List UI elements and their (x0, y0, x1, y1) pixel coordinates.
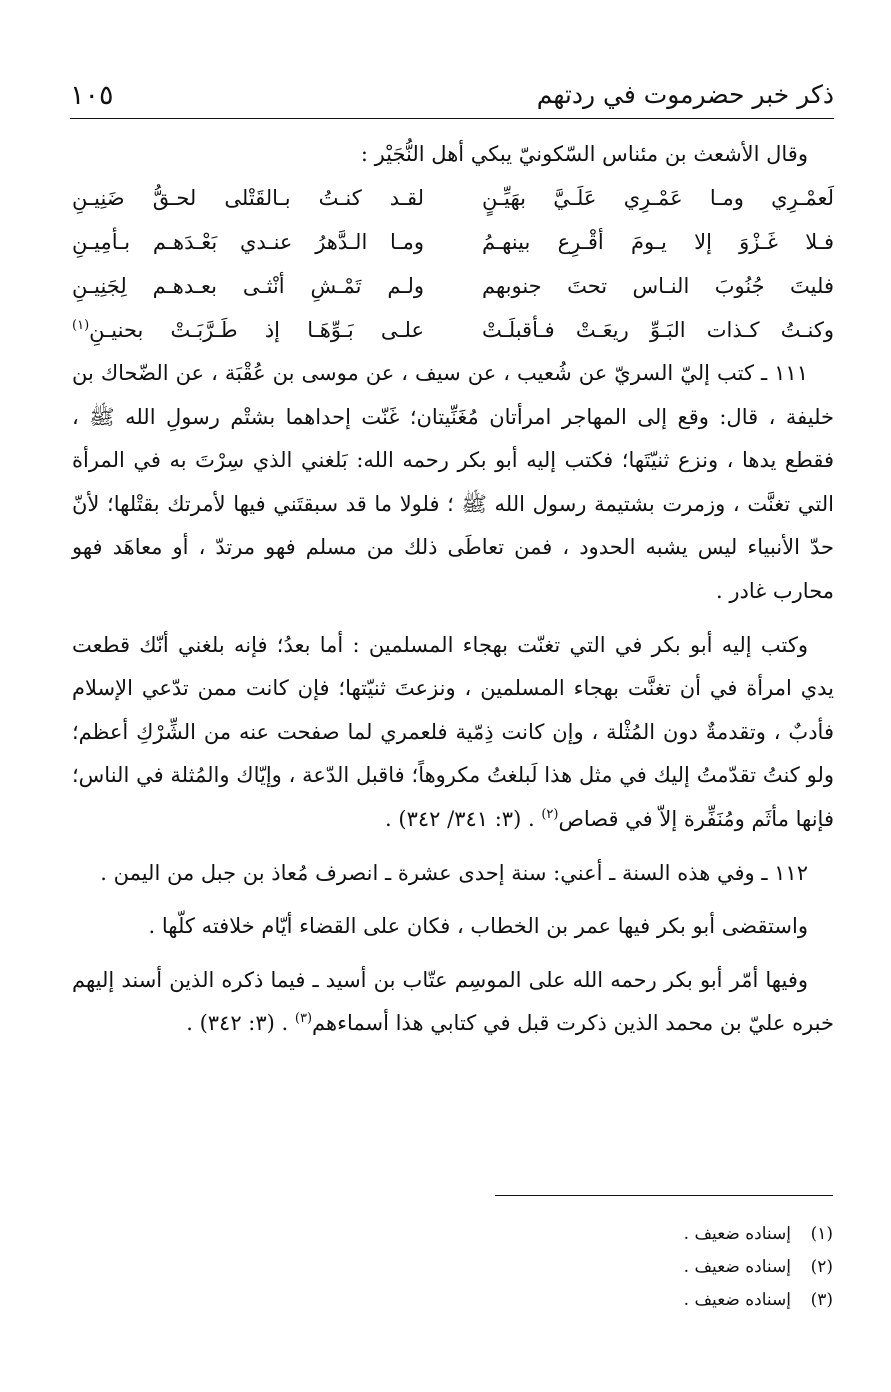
footnote-rule (495, 1195, 833, 1196)
hajj-text: وفيها أمّر أبو بكر رحمه الله على الموسِم عتّاب بن أسيد ـ فيما ذكره الذين أسند إليهم خبره عليّ بن محمد الذين ذكرت قبل في كتابي هذا أسماءهم (72, 967, 834, 1036)
letter-text: وكتب إليه أبو بكر في التي تغنّت بهجاء المسلمين : أما بعدُ؛ فإنه بلغني أنّك قطعت يدي امرأة في أن تغنَّت بهجاء المسلمين ، ونزعتَ ثنيّتها؛ فإن كانت ممن تدّعي الإسلام فأدبٌ ، وتقدمةٌ دون المُثْلة ، وإن كانت ذِمّية فلعمري لما صفحت عنه من الشِّرْكِ أعظم؛ ولو كنتُ تقدّمتُ إليك في مثل هذا لَبلغتُ مكروهاً؛ فاقبل الدّعة ، وإيّاك والمُثلة في الناس؛ فإنها مأثَم ومُنَفِّرة إلاّ في قصاص (72, 632, 834, 831)
footnote-text: إسناده ضعيف . (683, 1290, 791, 1310)
hemistich-first: فليتَ جُنُوبَ النـاس تحتَ جنوبهم (482, 274, 834, 298)
footnote-ref-2: (٢) (541, 806, 559, 822)
poem-verse (72, 264, 834, 308)
footnote-text: إسناده ضعيف . (683, 1257, 791, 1277)
poem-verse (72, 176, 834, 220)
paragraph-umar: واستقضى أبو بكر فيها عمر بن الخطاب ، فكان على القضاء أيّام خلافته كلّها . (148, 914, 808, 939)
paragraph-letter (72, 624, 834, 842)
hajj-citation: . (٣: ٣٤٢) . (186, 1011, 289, 1036)
page-header (70, 80, 834, 116)
running-title: ذكر خبر حضرموت في ردتهم (536, 80, 834, 109)
footnote-number: (١) (810, 1224, 833, 1244)
poem-intro: وقال الأشعث بن مئناس السّكونيّ يبكي أهل النُّجَيْر : (360, 142, 808, 166)
paragraph-hajj (72, 959, 834, 1046)
poem (72, 176, 834, 352)
hemistich-second: لقـد كنـتُ بـالقَتْلى لحـقُّ ضَنِيـنِ (72, 186, 424, 210)
footnotes (413, 1218, 833, 1317)
hemistich-text: علـى بَـوِّهَـا إذ طَـرَّبَـتْ بحنيـنِ (89, 318, 424, 342)
header-rule (70, 118, 834, 119)
poem-verse (72, 308, 834, 352)
footnote-number: (٢) (810, 1257, 833, 1277)
footnote (413, 1284, 833, 1317)
hemistich-first: فـلا غَـزْوَ إلا يـومَ أقْـرِع بينهـمُ (482, 230, 834, 254)
hemistich-second: ولـم تَمْـشِ أنْثـى بعـدهـم لِجَنِيـنِ (72, 274, 424, 298)
hemistich-second-with-ref (72, 308, 424, 352)
paragraph-112: ١١٢ ـ وفي هذه السنة ـ أعني: سنة إحدى عشرة ـ انصرف مُعاذ بن جبل من اليمن . (100, 860, 808, 885)
footnote-number: (٣) (810, 1290, 833, 1310)
footnote (413, 1251, 833, 1284)
footnote (413, 1218, 833, 1251)
footnote-ref-3: (٣) (294, 1011, 313, 1027)
page-body (72, 132, 834, 1046)
poem-verse (72, 220, 834, 264)
paragraph-111: ١١١ ـ كتب إليّ السريّ عن شُعيب ، عن سيف ، عن موسى بن عُقْبَة ، عن الضّحاك بن خليفة ، قال: وقع إلى المهاجر امرأتان مُغَنِّيتان؛ غَنّت إحداهما بشتْم رسولِ الله ﷺ ، فقطع يدها ، ونزع ثنيّتَها؛ فكتب إليه أبو بكر رحمه الله: بَلغني الذي سِرْتَ به في المرأة التي تغنَّت ، وزمرت بشتيمة رسول الله ﷺ ؛ فلولا ما قد سبقتَني فيها لأمرتك بقتْلها؛ لأنّ حدّ الأنبياء ليس يشبه الحدود ، فمن تعاطَى ذلك من مسلم فهو مرتدّ ، أو معاهَد فهو محارب غادر . (72, 361, 834, 603)
footnote-text: إسناده ضعيف . (683, 1224, 791, 1244)
hemistich-first: لَعمْـرِي ومـا عَمْـرِي عَلَـيَّ بهَيِّـنٍ (482, 186, 834, 210)
letter-citation: . (٣: ٣٤١/ ٣٤٢) . (385, 806, 535, 831)
page-number: ١٠٥ (70, 80, 114, 111)
footnote-ref-1: (١) (72, 318, 90, 333)
hemistich-first: وكنـتُ كـذات البَـوِّ ريعَـتْ فـأقبلَـتْ (482, 318, 834, 342)
hemistich-second: ومـا الـدَّهرُ عنـدي بَعْـدَهـم بـأمِيـنِ (72, 230, 424, 254)
